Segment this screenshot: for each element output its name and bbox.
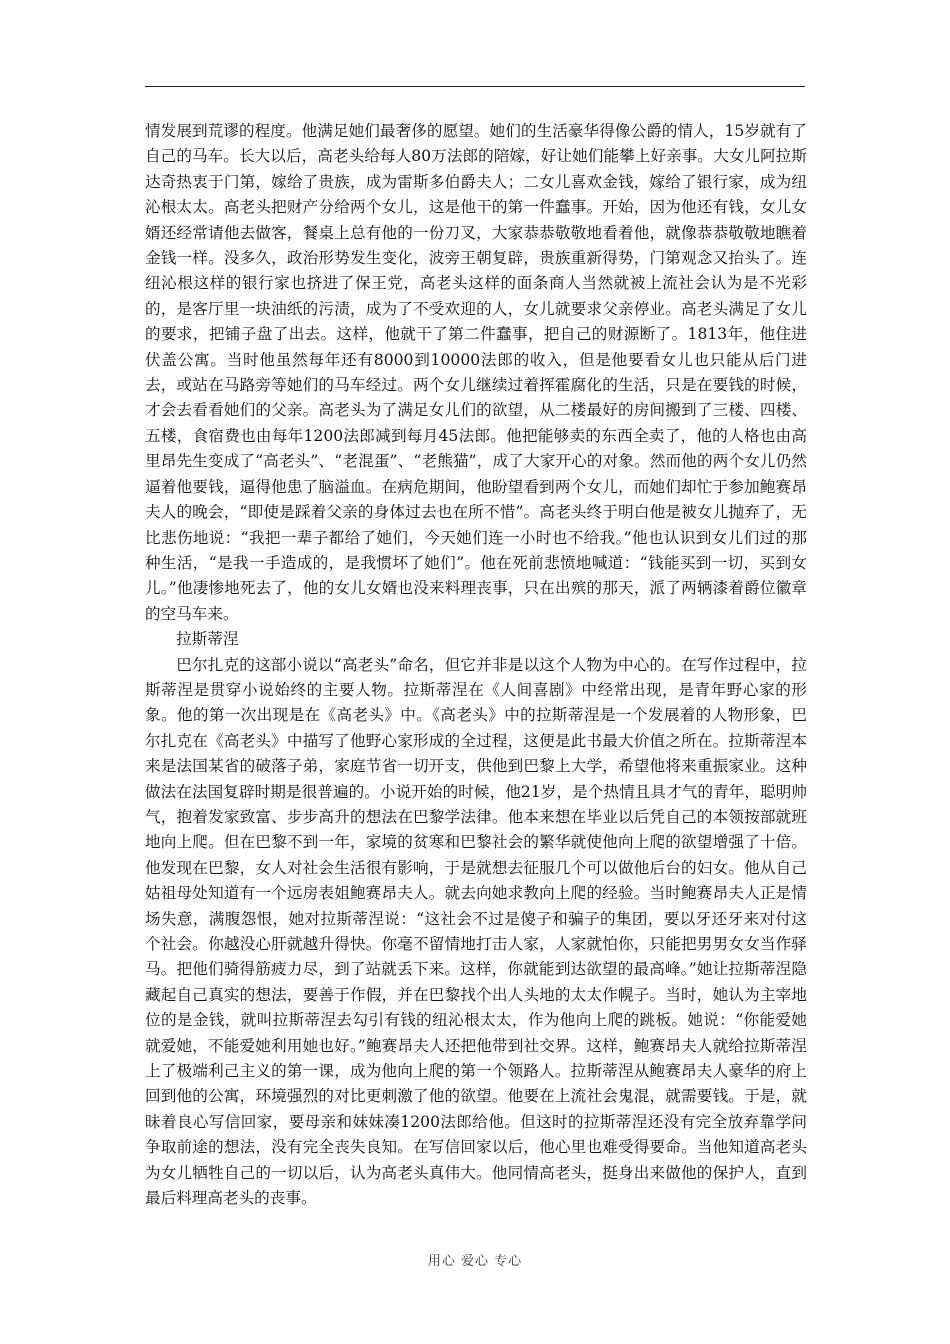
header-rule (145, 86, 805, 87)
document-body (145, 119, 807, 1211)
page-footer: 用心 爱心 专心 (427, 1254, 523, 1269)
section-heading-rastignac: 拉斯蒂涅 (176, 630, 239, 649)
paragraph-continued: 情发展到荒谬的程度。他满足她们最奢侈的愿望。她们的生活豪华得像公爵的情人，15岁就有了自己的马车。长大以后，高老头给每人80万法郎的陪嫁，好让她们能攀上好亲事。大女儿阿拉斯达奇热衷于门第，嫁给了贵族，成为雷斯多伯爵夫人；二女儿喜欢金钱，嫁给了银行家，成为纽沁根太太。高老头把财产分给两个女儿，这是他干的第一件蠢事。开始，因为他还有钱，女儿女婿还经常请他去做客，餐桌上总有他的一份刀叉，大家恭恭敬敬地看着他，就像恭恭敬敬地瞧着金钱一样。没多久，政治形势发生变化，波旁王朝复辟，贵族重新得势，门第观念又抬头了。连纽沁根这样的银行家也挤进了保王党，高老头这样的面条商人当然就被上流社会认为是不光彩的，是客厅里一块油纸的污渍，成为了不受欢迎的人，女儿就要求父亲停业。高老头满足了女儿的要求，把铺子盘了出去。这样，他就干了第二件蠢事，把自己的财源断了。1813年，他住进伏盖公寓。当时他虽然每年还有8000到10000法郎的收入，但是他要看女儿也只能从后门进去，或站在马路旁等她们的马车经过。两个女儿继续过着挥霍腐化的生活，只是在要钱的时候，才会去看看她们的父亲。高老头为了满足女儿们的欲望，从二楼最好的房间搬到了三楼、四楼、五楼，食宿费也由每年1200法郎减到每月45法郎。他把能够卖的东西全卖了，他的人格也由高里昂先生变成了“高老头”、“老混蛋”、“老熊猫”，成了大家开心的对象。然而他的两个女儿仍然逼着他要钱，逼得他患了脑溢血。在病危期间，他盼望看到两个女儿，而她们却忙于参加鲍赛昂夫人的晚会，“即使是踩着父亲的身体过去也在所不惜”。高老头终于明白他是被女儿抛弃了，无比悲伤地说：“我把一辈子都给了她们，今天她们连一小时也不给我。”他也认识到女儿们过的那种生活，“是我一手造成的，是我惯坏了她们”。他在死前悲愤地喊道：“钱能买到一切，买到女儿。”他凄惨地死去了，他的女儿女婿也没来料理丧事，只在出殡的那天，派了两辆漆着爵位徽章的空马车来。 (145, 122, 807, 623)
paragraph-rastignac: 巴尔扎克的这部小说以“高老头”命名，但它并非是以这个人物为中心的。在写作过程中，拉斯蒂涅是贯穿小说始终的主要人物。拉斯蒂涅在《人间喜剧》中经常出现，是青年野心家的形象。他的第一次出现是在《高老头》中。《高老头》中的拉斯蒂涅是一个发展着的人物形象，巴尔扎克在《高老头》中描写了他野心家形成的全过程，这便是此书最大价值之所在。拉斯蒂涅本来是法国某省的破落子弟，家庭节省一切开支，供他到巴黎上大学，希望他将来重振家业。这种做法在法国复辟时期是很普遍的。小说开始的时候，他21岁，是个热情且具才气的青年，聪明帅气，抱着发家致富、步步高升的想法在巴黎学法律。他本来想在毕业以后凭自己的本领按部就班地向上爬。但在巴黎不到一年，家境的贫寒和巴黎社会的繁华就使他向上爬的欲望增强了十倍。他发现在巴黎，女人对社会生活很有影响，于是就想去征服几个可以做他后台的妇女。他从自己姑祖母处知道有一个远房表姐鲍赛昂夫人。就去向她求教向上爬的经验。当时鲍赛昂夫人正是情场失意，满腹怨恨，她对拉斯蒂涅说：“这社会不过是傻子和骗子的集团，要以牙还牙来对付这个社会。你越没心肝就越升得快。你毫不留情地打击人家，人家就怕你，只能把男男女女当作驿马。把他们骑得筋疲力尽，到了站就丢下来。这样，你就能到达欲望的最高峰。”她让拉斯蒂涅隐藏起自己真实的想法，要善于作假，并在巴黎找个出人头地的太太作幌子。当时，她认为主宰地位的是金钱，就叫拉斯蒂涅去勾引有钱的纽沁根太太，作为他向上爬的跳板。她说：“你能爱她就爱她，不能爱她利用她也好。”鲍赛昂夫人还把他带到社交界。这样，鲍赛昂夫人就给拉斯蒂涅上了极端利己主义的第一课，成为他向上爬的第一个领路人。拉斯蒂涅从鲍赛昂夫人豪华的府上回到他的公寓，环境强烈的对比更刺激了他的欲望。他要在上流社会鬼混，就需要钱。于是，就昧着良心写信回家，要母亲和妹妹凑1200法郎给他。但这时的拉斯蒂涅还没有完全放弃靠学问争取前途的想法，没有完全丧失良知。在写信回家以后，他心里也难受得要命。当他知道高老头为女儿牺牲自己的一切以后，认为高老头真伟大。他同情高老头，挺身出来做他的保护人，直到最后料理高老头的丧事。 (145, 655, 807, 1208)
